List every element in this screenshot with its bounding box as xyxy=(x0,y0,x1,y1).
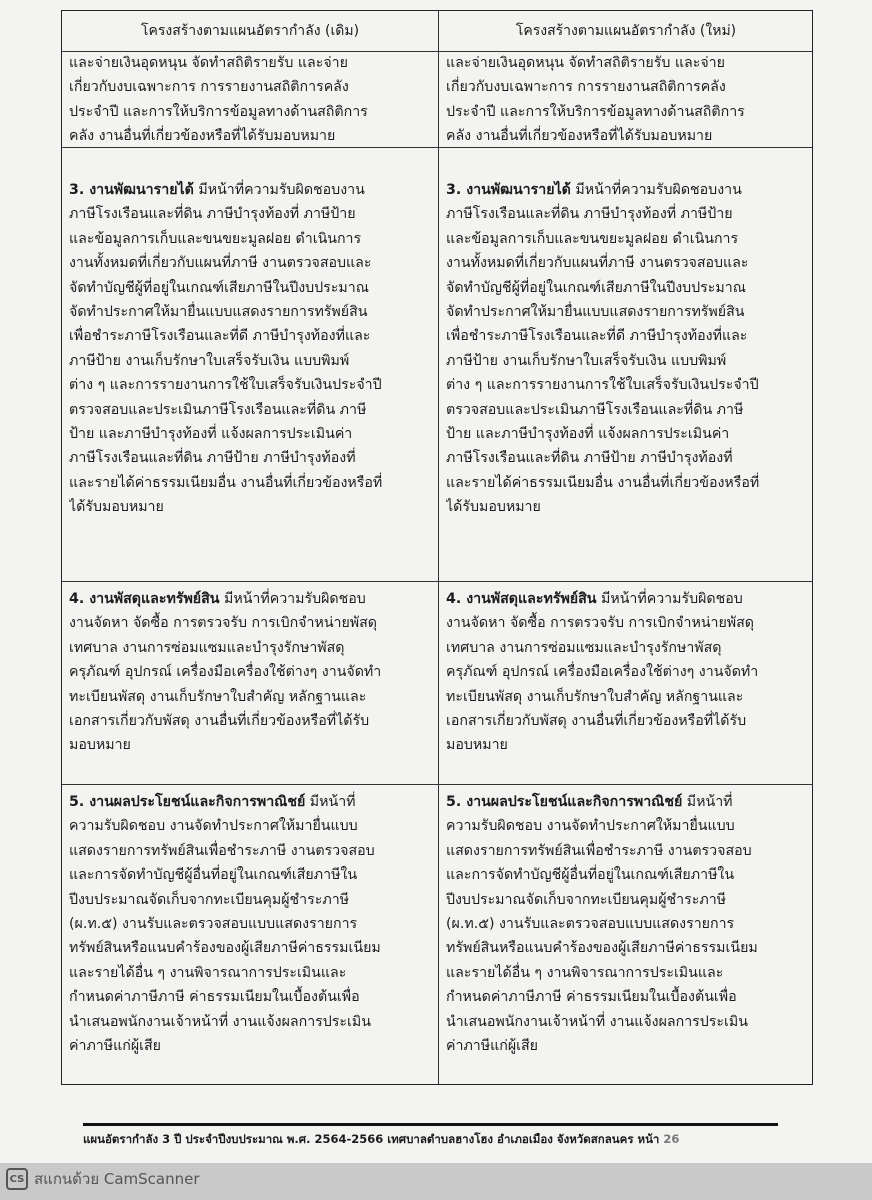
text-line: ภาษีโรงเรือนและที่ดิน ภาษีป้าย ภาษีบำรุงท้องที่ xyxy=(446,450,733,467)
text-line: มีหน้าที่ความรับผิดชอบ xyxy=(596,591,743,607)
text-line: (ผ.ท.๕) งานรับและตรวจสอบแบบแสดงรายการ xyxy=(446,916,735,933)
section3-heading: 3. งานพัฒนารายได้ xyxy=(446,182,571,198)
text-line: ประจำปี และการให้บริการข้อมูลทางด้านสถิติการ xyxy=(446,103,745,120)
text-line: เกี่ยวกับงบเฉพาะการ การรายงานสถิติการคลัง xyxy=(69,79,349,96)
text-line: ภาษีโรงเรือนและที่ดิน ภาษีบำรุงท้องที่ ภาษีป้าย xyxy=(69,206,356,223)
intro-block xyxy=(69,51,431,149)
section3-block xyxy=(446,178,806,520)
text-line: และจ่ายเงินอุดหนุน จัดทำสถิติรายรับ และจ่าย xyxy=(69,55,348,71)
row-divider-section3 xyxy=(62,581,812,582)
section5-block xyxy=(69,790,431,1058)
text-line: ปีงบประมาณจัดเก็บจากทะเบียนคุมผู้ชำระภาษี xyxy=(446,891,727,908)
text-line: (ผ.ท.๕) งานรับและตรวจสอบแบบแสดงรายการ xyxy=(69,916,358,933)
section4-block xyxy=(446,587,806,758)
camscanner-label: สแกนด้วย CamScanner xyxy=(34,1170,200,1188)
section3-block xyxy=(69,178,431,520)
row-divider-section4 xyxy=(62,784,812,785)
text-line: ภาษีโรงเรือนและที่ดิน ภาษีบำรุงท้องที่ ภาษีป้าย xyxy=(446,206,733,223)
text-line: มีหน้าที่ xyxy=(682,794,733,810)
header-old-structure: โครงสร้างตามแผนอัตรากำลัง (เดิม) xyxy=(140,23,360,39)
page-footer xyxy=(83,1131,783,1149)
text-line: ครุภัณฑ์ อุปกรณ์ เครื่องมือเครื่องใช้ต่างๆ งานจัดทำ xyxy=(446,664,759,681)
text-line: มอบหมาย xyxy=(69,737,131,754)
intro-block xyxy=(446,51,806,149)
column-divider xyxy=(438,11,439,1084)
section5-heading: 5. งานผลประโยชน์และกิจการพาณิชย์ xyxy=(69,794,306,810)
text-line: จัดทำประกาศให้มายื่นแบบแสดงรายการทรัพย์สิน xyxy=(446,304,745,321)
text-line: และจ่ายเงินอุดหนุน จัดทำสถิติรายรับ และจ่าย xyxy=(446,55,725,71)
text-line: เทศบาล งานการซ่อมแซมและบำรุงรักษาพัสดุ xyxy=(446,639,722,656)
text-line: ได้รับมอบหมาย xyxy=(446,499,541,516)
text-line: นำเสนอพนักงานเจ้าหน้าที่ งานแจ้งผลการประเมิน xyxy=(69,1013,371,1030)
text-line: เอกสารเกี่ยวกับพัสดุ งานอื่นที่เกี่ยวข้องหรือที่ได้รับ xyxy=(69,713,370,730)
section5-block xyxy=(446,790,806,1058)
text-line: มีหน้าที่ความรับผิดชอบ xyxy=(219,591,366,607)
text-line: จัดทำบัญชีผู้ที่อยู่ในเกณฑ์เสียภาษีในปีงบประมาณ xyxy=(69,279,369,296)
text-line: ค่าภาษีแก่ผู้เสีย xyxy=(446,1038,538,1055)
text-line: เทศบาล งานการซ่อมแซมและบำรุงรักษาพัสดุ xyxy=(69,639,345,656)
text-line: งานจัดหา จัดซื้อ การตรวจรับ การเบิกจำหน่ายพัสดุ xyxy=(69,615,378,632)
text-line: ทะเบียนพัสดุ งานเก็บรักษาใบสำคัญ หลักฐานและ xyxy=(446,688,744,705)
text-line: เกี่ยวกับงบเฉพาะการ การรายงานสถิติการคลัง xyxy=(446,79,726,96)
text-line: ตรวจสอบและประเมินภาษีโรงเรือนและที่ดิน ภาษี xyxy=(69,401,367,418)
text-line: แสดงรายการทรัพย์สินเพื่อชำระภาษี งานตรวจสอบ xyxy=(69,842,375,859)
text-line: และรายได้ค่าธรรมเนียมอื่น งานอื่นที่เกี่ยวข้องหรือที่ xyxy=(446,474,760,491)
text-line: มีหน้าที่ความรับผิดชอบงาน xyxy=(193,182,365,198)
text-line: จัดทำบัญชีผู้ที่อยู่ในเกณฑ์เสียภาษีในปีงบประมาณ xyxy=(446,279,746,296)
text-line: คลัง งานอื่นที่เกี่ยวข้องหรือที่ได้รับมอบหมาย xyxy=(446,128,713,145)
text-line: กำหนดค่าภาษีภาษี ค่าธรรมเนียมในเบื้องต้นเพื่อ xyxy=(446,989,737,1006)
page-number: 26 xyxy=(663,1132,680,1146)
text-line: ค่าภาษีแก่ผู้เสีย xyxy=(69,1038,161,1055)
text-line: ความรับผิดชอบ งานจัดทำประกาศให้มายื่นแบบ xyxy=(69,818,358,835)
text-line: ประจำปี และการให้บริการข้อมูลทางด้านสถิติการ xyxy=(69,103,368,120)
text-line: ภาษีป้าย งานเก็บรักษาใบเสร็จรับเงิน แบบพิมพ์ xyxy=(446,352,727,369)
text-line: มอบหมาย xyxy=(446,737,508,754)
text-line: งานจัดหา จัดซื้อ การตรวจรับ การเบิกจำหน่ายพัสดุ xyxy=(446,615,755,632)
text-line: เอกสารเกี่ยวกับพัสดุ งานอื่นที่เกี่ยวข้องหรือที่ได้รับ xyxy=(446,713,747,730)
text-line: ภาษีป้าย งานเก็บรักษาใบเสร็จรับเงิน แบบพิมพ์ xyxy=(69,352,350,369)
text-line: ทรัพย์สินหรือแนบคำร้องของผู้เสียภาษีค่าธรรมเนียม xyxy=(446,940,758,957)
text-line: ครุภัณฑ์ อุปกรณ์ เครื่องมือเครื่องใช้ต่างๆ งานจัดทำ xyxy=(69,664,382,681)
section4-heading: 4. งานพัสดุและทรัพย์สิน xyxy=(69,591,220,607)
footer-rule xyxy=(83,1123,778,1126)
text-line: และการจัดทำบัญชีผู้อื่นที่อยู่ในเกณฑ์เสียภาษีใน xyxy=(446,867,735,884)
text-line: และรายได้ค่าธรรมเนียมอื่น งานอื่นที่เกี่ยวข้องหรือที่ xyxy=(69,474,383,491)
text-line: ต่าง ๆ และการรายงานการใช้ใบเสร็จรับเงินประจำปี xyxy=(69,377,382,394)
text-line: นำเสนอพนักงานเจ้าหน้าที่ งานแจ้งผลการประเมิน xyxy=(446,1013,748,1030)
text-line: และการจัดทำบัญชีผู้อื่นที่อยู่ในเกณฑ์เสียภาษีใน xyxy=(69,867,358,884)
text-line: และข้อมูลการเก็บและขนขยะมูลฝอย ดำเนินการ xyxy=(69,230,362,247)
header-new-structure: โครงสร้างตามแผนอัตรากำลัง (ใหม่) xyxy=(515,23,737,39)
text-line: ความรับผิดชอบ งานจัดทำประกาศให้มายื่นแบบ xyxy=(446,818,735,835)
text-line: ปีงบประมาณจัดเก็บจากทะเบียนคุมผู้ชำระภาษี xyxy=(69,891,350,908)
text-line: ภาษีโรงเรือนและที่ดิน ภาษีป้าย ภาษีบำรุงท้องที่ xyxy=(69,450,356,467)
text-line: และรายได้อื่น ๆ งานพิจารณาการประเมินและ xyxy=(69,964,347,981)
text-line: เพื่อชำระภาษีโรงเรือนและที่ดี ภาษีบำรุงท้องที่และ xyxy=(446,328,748,345)
text-line: แสดงรายการทรัพย์สินเพื่อชำระภาษี งานตรวจสอบ xyxy=(446,842,752,859)
text-line: ป้าย และภาษีบำรุงท้องที่ แจ้งผลการประเมินค่า xyxy=(69,426,353,443)
section3-heading: 3. งานพัฒนารายได้ xyxy=(69,182,194,198)
text-line: มีหน้าที่ความรับผิดชอบงาน xyxy=(570,182,742,198)
text-line: จัดทำประกาศให้มายื่นแบบแสดงรายการทรัพย์สิน xyxy=(69,304,368,321)
camscanner-watermark xyxy=(6,1166,200,1192)
text-line: งานทั้งหมดที่เกี่ยวกับแผนที่ภาษี งานตรวจสอบและ xyxy=(446,255,749,272)
text-line: กำหนดค่าภาษีภาษี ค่าธรรมเนียมในเบื้องต้นเพื่อ xyxy=(69,989,360,1006)
camscanner-logo-icon: CS xyxy=(6,1168,28,1190)
section4-heading: 4. งานพัสดุและทรัพย์สิน xyxy=(446,591,597,607)
section5-heading: 5. งานผลประโยชน์และกิจการพาณิชย์ xyxy=(446,794,683,810)
text-line: ป้าย และภาษีบำรุงท้องที่ แจ้งผลการประเมินค่า xyxy=(446,426,730,443)
footer-text: แผนอัตรากำลัง 3 ปี ประจำปีงบประมาณ พ.ศ. 2564-2566 เทศบาลตำบลฮางโฮง อำเภอเมือง จังหวัดสกลนคร หน้า xyxy=(83,1132,664,1146)
text-line: เพื่อชำระภาษีโรงเรือนและที่ดี ภาษีบำรุงท้องที่และ xyxy=(69,328,371,345)
text-line: มีหน้าที่ xyxy=(305,794,356,810)
text-line: ต่าง ๆ และการรายงานการใช้ใบเสร็จรับเงินประจำปี xyxy=(446,377,759,394)
text-line: และข้อมูลการเก็บและขนขยะมูลฝอย ดำเนินการ xyxy=(446,230,739,247)
text-line: และรายได้อื่น ๆ งานพิจารณาการประเมินและ xyxy=(446,964,724,981)
text-line: ทะเบียนพัสดุ งานเก็บรักษาใบสำคัญ หลักฐานและ xyxy=(69,688,367,705)
text-line: ได้รับมอบหมาย xyxy=(69,499,164,516)
text-line: คลัง งานอื่นที่เกี่ยวข้องหรือที่ได้รับมอบหมาย xyxy=(69,128,336,145)
text-line: งานทั้งหมดที่เกี่ยวกับแผนที่ภาษี งานตรวจสอบและ xyxy=(69,255,372,272)
text-line: ตรวจสอบและประเมินภาษีโรงเรือนและที่ดิน ภาษี xyxy=(446,401,744,418)
section4-block xyxy=(69,587,431,758)
text-line: ทรัพย์สินหรือแนบคำร้องของผู้เสียภาษีค่าธรรมเนียม xyxy=(69,940,381,957)
